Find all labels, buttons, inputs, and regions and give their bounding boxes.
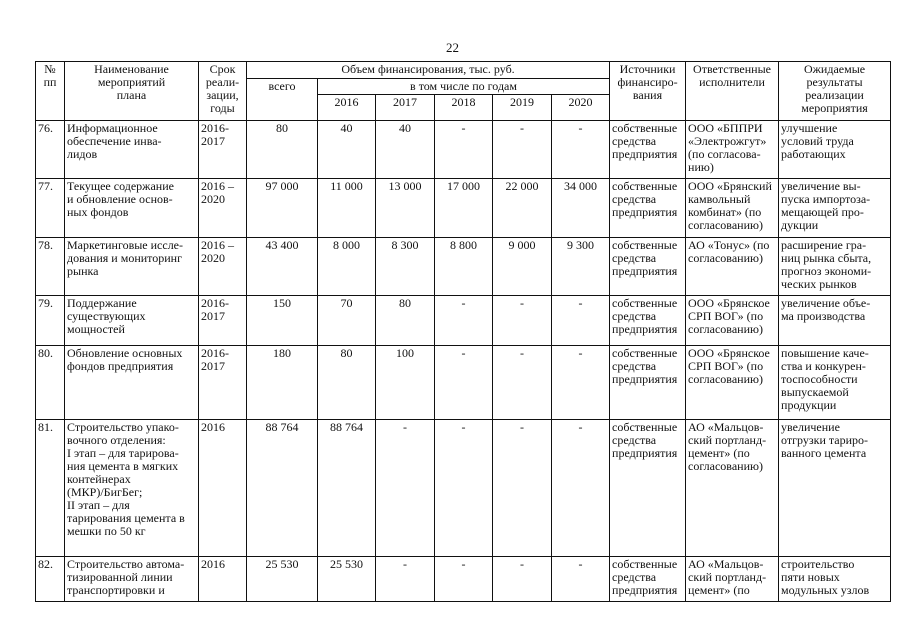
year-amount: 40	[318, 121, 376, 179]
cell-line: собственные	[612, 179, 678, 193]
cell-line: вочного отделения:	[67, 433, 166, 447]
table-row	[36, 296, 891, 346]
cell-line: собственные	[612, 121, 678, 135]
term-years	[199, 121, 247, 179]
year-amount: -	[376, 420, 435, 557]
cell-line: СРП ВОГ» (по	[688, 359, 764, 373]
header-volume: Объем финансирования, тыс. руб.	[247, 62, 610, 79]
row-number: 81.	[36, 420, 65, 557]
year-amount: 13 000	[376, 179, 435, 238]
year-amount: 80	[376, 296, 435, 346]
expected-results	[779, 238, 891, 296]
year-amount: 9 000	[493, 238, 552, 296]
expected-results	[779, 346, 891, 420]
year-amount: 34 000	[552, 179, 610, 238]
cell-line: предприятия	[612, 322, 678, 336]
cell-line: мещающей про-	[781, 205, 864, 219]
table-row	[36, 346, 891, 420]
year-amount: 80	[318, 346, 376, 420]
cell-line: I этап – для тарирова-	[67, 446, 179, 460]
header-line: результаты	[806, 75, 863, 89]
year-amount: 25 530	[318, 557, 376, 602]
header-line: №	[44, 62, 56, 76]
year-amount: 9 300	[552, 238, 610, 296]
header-line: реали-	[205, 75, 240, 89]
funding-source	[610, 420, 686, 557]
row-number: 77.	[36, 179, 65, 238]
year-amount: -	[435, 296, 493, 346]
header-year: 2020	[552, 95, 610, 121]
year-amount: -	[435, 557, 493, 602]
cell-line: 2016	[201, 420, 225, 434]
cell-line: согласованию)	[688, 459, 763, 473]
cell-line: предприятия	[612, 264, 678, 278]
cell-line: предприятия	[612, 583, 678, 597]
year-amount: -	[493, 557, 552, 602]
cell-line: 2016-	[201, 346, 229, 360]
activity-name	[65, 179, 199, 238]
header-term	[199, 62, 247, 121]
cell-line: 2017	[201, 134, 225, 148]
header-line: вания	[632, 88, 663, 102]
header-total: всего	[247, 79, 318, 121]
responsible-executor	[686, 420, 779, 557]
cell-line: транспортировки и	[67, 583, 165, 597]
cell-line: выпускаемой	[781, 385, 849, 399]
cell-line: АО «Мальцов-	[688, 420, 764, 434]
cell-line: ский портланд-	[688, 433, 767, 447]
cell-line: Маркетинговые иссле-	[67, 238, 184, 252]
cell-line: модульных узлов	[781, 583, 870, 597]
cell-line: средства	[612, 433, 657, 447]
cell-line: предприятия	[612, 446, 678, 460]
cell-line: 2017	[201, 309, 225, 323]
cell-line: Строительство упако-	[67, 420, 179, 434]
year-amount: 100	[376, 346, 435, 420]
year-amount: -	[552, 296, 610, 346]
cell-line: нию)	[688, 160, 714, 174]
cell-line: ма производства	[781, 309, 866, 323]
activity-name	[65, 238, 199, 296]
cell-line: продукции	[781, 398, 837, 412]
cell-line: комбинат» (по	[688, 205, 762, 219]
cell-line: Обновление основных	[67, 346, 183, 360]
cell-line: рынка	[67, 264, 99, 278]
table-row	[36, 557, 891, 602]
cell-line: средства	[612, 359, 657, 373]
header-line: годы	[210, 101, 235, 115]
cell-line: собственные	[612, 296, 678, 310]
cell-line: средства	[612, 251, 657, 265]
cell-line: СРП ВОГ» (по	[688, 309, 764, 323]
cell-line: средства	[612, 192, 657, 206]
table-row	[36, 121, 891, 179]
cell-line: II этап – для	[67, 498, 130, 512]
cell-line: прогноз экономи-	[781, 264, 872, 278]
year-amount: -	[376, 557, 435, 602]
responsible-executor	[686, 238, 779, 296]
year-amount: -	[435, 121, 493, 179]
funding-source	[610, 238, 686, 296]
expected-results	[779, 420, 891, 557]
header-responsible	[686, 62, 779, 121]
responsible-executor	[686, 121, 779, 179]
total-amount: 80	[247, 121, 318, 179]
cell-line: ООО «Брянское	[688, 346, 770, 360]
header-line: реализации	[805, 88, 864, 102]
cell-line: ООО «БППРИ	[688, 121, 763, 135]
year-amount: 8 300	[376, 238, 435, 296]
cell-line: увеличение объе-	[781, 296, 871, 310]
cell-line: ский портланд-	[688, 570, 767, 584]
cell-line: пяти новых	[781, 570, 840, 584]
term-years	[199, 296, 247, 346]
funding-source	[610, 121, 686, 179]
header-line: Источники	[619, 62, 676, 76]
cell-line: ния цемента в мягких	[67, 459, 179, 473]
cell-line: (МКР)/БигБег;	[67, 485, 143, 499]
expected-results	[779, 557, 891, 602]
cell-line: «Электрожгут»	[688, 134, 767, 148]
cell-line: АО «Тонус» (по	[688, 238, 770, 252]
cell-line: средства	[612, 309, 657, 323]
row-number: 79.	[36, 296, 65, 346]
cell-line: ООО «Брянский	[688, 179, 772, 193]
header-line: Наименование	[94, 62, 169, 76]
year-amount: 8 800	[435, 238, 493, 296]
cell-line: 2016 –	[201, 238, 234, 252]
cell-line: средства	[612, 570, 657, 584]
total-amount: 88 764	[247, 420, 318, 557]
header-line: пп	[43, 75, 57, 89]
row-number: 76.	[36, 121, 65, 179]
cell-line: собственные	[612, 420, 678, 434]
cell-line: строительство	[781, 557, 855, 571]
cell-line: Поддержание	[67, 296, 137, 310]
cell-line: тизированной линии	[67, 570, 173, 584]
cell-line: существующих	[67, 309, 146, 323]
header-no	[36, 62, 65, 121]
header-line: Ответственные	[693, 62, 771, 76]
funding-source	[610, 346, 686, 420]
cell-line: АО «Мальцов-	[688, 557, 764, 571]
header-line: зации,	[206, 88, 239, 102]
header-line: плана	[116, 88, 147, 102]
header-year: 2019	[493, 95, 552, 121]
cell-line: 2016-	[201, 296, 229, 310]
expected-results	[779, 296, 891, 346]
header-line: Срок	[209, 62, 236, 76]
term-years	[199, 238, 247, 296]
year-amount: -	[552, 557, 610, 602]
cell-line: расширение гра-	[781, 238, 867, 252]
year-amount: -	[552, 121, 610, 179]
cell-line: ства и конкурен-	[781, 359, 866, 373]
year-amount: -	[493, 346, 552, 420]
cell-line: и обновление основ-	[67, 192, 173, 206]
cell-line: согласованию)	[688, 218, 763, 232]
cell-line: мощностей	[67, 322, 125, 336]
cell-line: работающих	[781, 147, 846, 161]
cell-line: цемент» (по	[688, 583, 750, 597]
year-amount: -	[552, 420, 610, 557]
year-amount: 70	[318, 296, 376, 346]
funding-plan-table	[35, 61, 891, 602]
cell-line: ниц рынка сбыта,	[781, 251, 872, 265]
cell-line: ООО «Брянское	[688, 296, 770, 310]
cell-line: собственные	[612, 346, 678, 360]
cell-line: фондов предприятия	[67, 359, 174, 373]
responsible-executor	[686, 557, 779, 602]
table-row	[36, 179, 891, 238]
header-year: 2018	[435, 95, 493, 121]
year-amount: -	[493, 420, 552, 557]
activity-name	[65, 557, 199, 602]
cell-line: 2016	[201, 557, 225, 571]
year-amount: 40	[376, 121, 435, 179]
funding-source	[610, 296, 686, 346]
total-amount: 25 530	[247, 557, 318, 602]
header-source	[610, 62, 686, 121]
cell-line: ческих рынков	[781, 277, 857, 291]
cell-line: 2017	[201, 359, 225, 373]
activity-name	[65, 121, 199, 179]
cell-line: предприятия	[612, 205, 678, 219]
row-number: 82.	[36, 557, 65, 602]
cell-line: 2020	[201, 251, 225, 265]
cell-line: Информационное	[67, 121, 158, 135]
cell-line: обеспечение инва-	[67, 134, 162, 148]
total-amount: 97 000	[247, 179, 318, 238]
cell-line: собственные	[612, 238, 678, 252]
year-amount: 22 000	[493, 179, 552, 238]
year-amount: 17 000	[435, 179, 493, 238]
row-number: 78.	[36, 238, 65, 296]
header-incl-years: в том числе по годам	[318, 79, 610, 95]
header-name	[65, 62, 199, 121]
cell-line: 2016-	[201, 121, 229, 135]
cell-line: цемент» (по	[688, 446, 750, 460]
year-amount: -	[493, 121, 552, 179]
total-amount: 43 400	[247, 238, 318, 296]
expected-results	[779, 179, 891, 238]
header-line: финансиро-	[617, 75, 678, 89]
term-years	[199, 346, 247, 420]
cell-line: лидов	[67, 147, 98, 161]
header-line: исполнители	[699, 75, 765, 89]
cell-line: повышение каче-	[781, 346, 869, 360]
cell-line: Текущее содержание	[67, 179, 174, 193]
header-line: мероприятий	[97, 75, 166, 89]
header-results	[779, 62, 891, 121]
cell-line: камвольный	[688, 192, 751, 206]
funding-source	[610, 179, 686, 238]
table-row	[36, 238, 891, 296]
activity-name	[65, 296, 199, 346]
year-amount: 11 000	[318, 179, 376, 238]
activity-name	[65, 420, 199, 557]
cell-line: собственные	[612, 557, 678, 571]
cell-line: предприятия	[612, 372, 678, 386]
cell-line: дукции	[781, 218, 819, 232]
table-row	[36, 420, 891, 557]
cell-line: (по согласова-	[688, 147, 761, 161]
header-year: 2016	[318, 95, 376, 121]
cell-line: увеличение вы-	[781, 179, 861, 193]
funding-source	[610, 557, 686, 602]
activity-name	[65, 346, 199, 420]
table-body	[36, 121, 891, 602]
cell-line: пуска импортоза-	[781, 192, 871, 206]
expected-results	[779, 121, 891, 179]
year-amount: 88 764	[318, 420, 376, 557]
responsible-executor	[686, 179, 779, 238]
cell-line: Строительство автома-	[67, 557, 185, 571]
year-amount: 8 000	[318, 238, 376, 296]
responsible-executor	[686, 346, 779, 420]
row-number: 80.	[36, 346, 65, 420]
table-header	[36, 62, 891, 121]
cell-line: ванного цемента	[781, 446, 867, 460]
cell-line: средства	[612, 134, 657, 148]
cell-line: предприятия	[612, 147, 678, 161]
cell-line: согласованию)	[688, 372, 763, 386]
cell-line: увеличение	[781, 420, 840, 434]
total-amount: 150	[247, 296, 318, 346]
cell-line: улучшение	[781, 121, 838, 135]
cell-line: ных фондов	[67, 205, 129, 219]
cell-line: контейнерах	[67, 472, 131, 486]
cell-line: 2016 –	[201, 179, 234, 193]
cell-line: тоспособности	[781, 372, 858, 386]
header-line: мероприятия	[801, 101, 868, 115]
term-years	[199, 420, 247, 557]
cell-line: дования и мониторинг	[67, 251, 183, 265]
cell-line: условий труда	[781, 134, 854, 148]
header-line: Ожидаемые	[803, 62, 866, 76]
term-years	[199, 557, 247, 602]
page-number: 22	[446, 40, 459, 55]
year-amount: -	[493, 296, 552, 346]
cell-line: согласованию)	[688, 251, 763, 265]
year-amount: -	[435, 420, 493, 557]
cell-line: согласованию)	[688, 322, 763, 336]
year-amount: -	[552, 346, 610, 420]
cell-line: отгрузки тариро-	[781, 433, 869, 447]
year-amount: -	[435, 346, 493, 420]
responsible-executor	[686, 296, 779, 346]
header-year: 2017	[376, 95, 435, 121]
cell-line: мешки по 50 кг	[67, 524, 146, 538]
total-amount: 180	[247, 346, 318, 420]
cell-line: 2020	[201, 192, 225, 206]
cell-line: тарирования цемента в	[67, 511, 185, 525]
term-years	[199, 179, 247, 238]
